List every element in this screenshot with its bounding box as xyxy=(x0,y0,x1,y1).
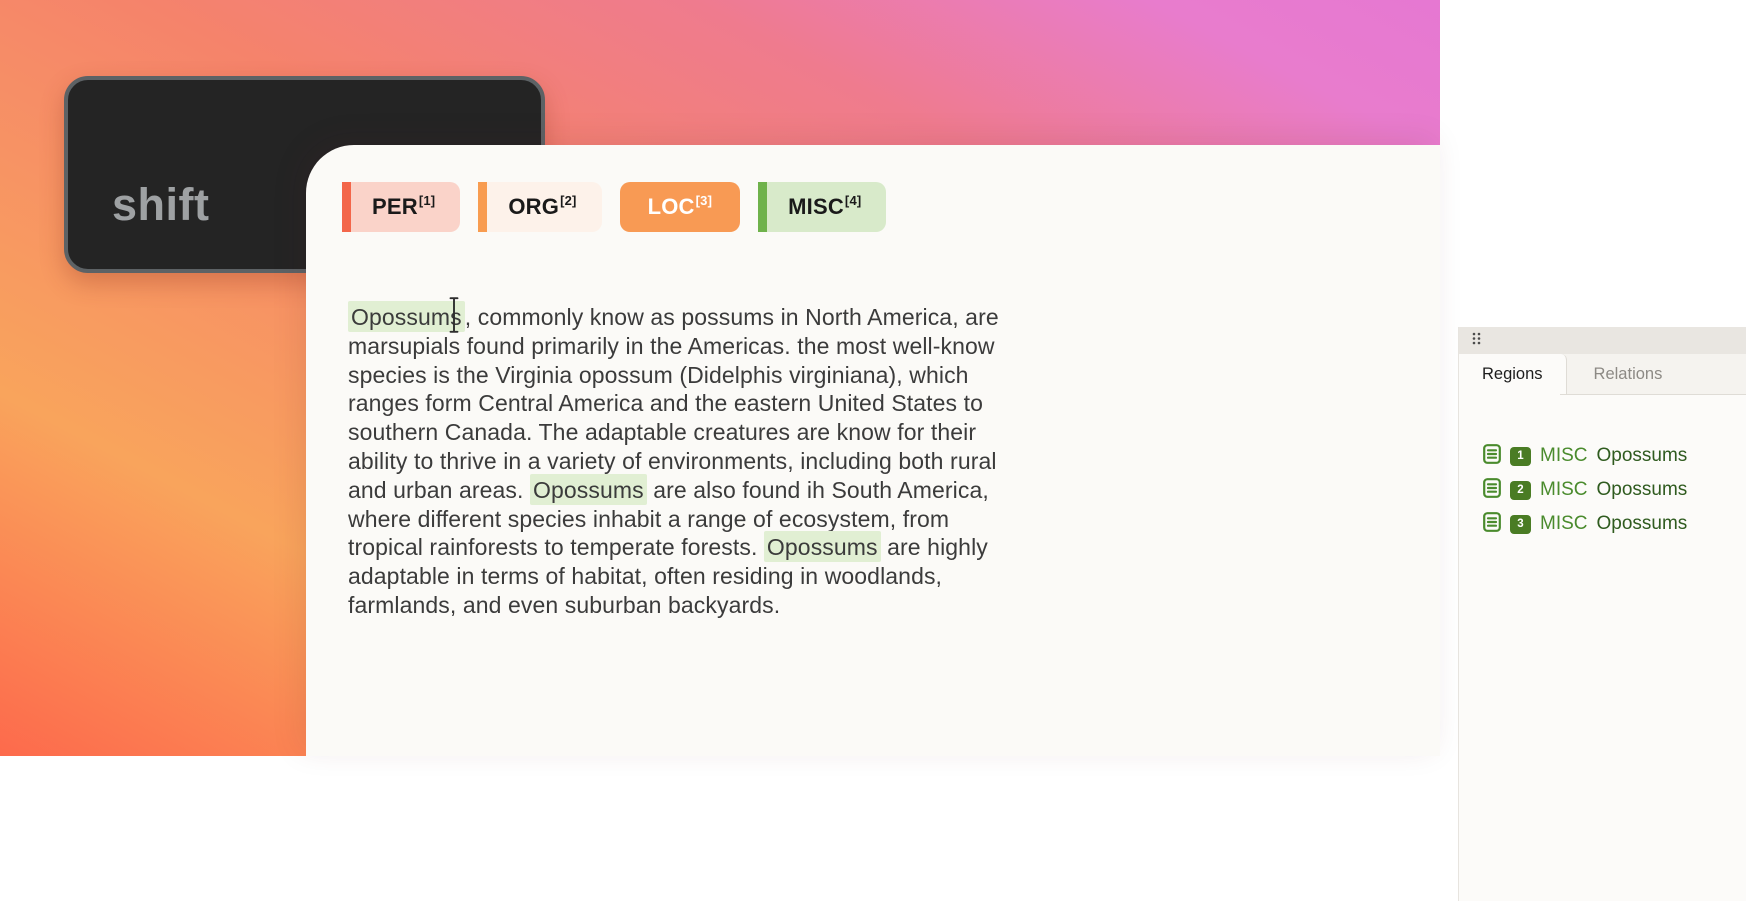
text-segment: marsupials found primarily in the Americas. the most well-know xyxy=(348,332,995,359)
label-hotkey: [2] xyxy=(560,192,577,208)
label-color-strip xyxy=(758,182,767,232)
text-line xyxy=(348,332,1118,361)
text-line xyxy=(348,505,1118,534)
text-cursor-icon xyxy=(447,296,461,340)
label-hotkey: [3] xyxy=(695,192,713,208)
label-color-strip xyxy=(342,182,351,232)
region-text: Opossums xyxy=(1596,479,1688,500)
text-line xyxy=(348,562,1118,591)
text-line xyxy=(348,476,1118,505)
label-button-per[interactable] xyxy=(342,182,460,232)
label-button-org[interactable] xyxy=(478,182,601,232)
regions-list xyxy=(1459,395,1746,541)
region-index-badge: 2 xyxy=(1510,481,1531,500)
details-panel xyxy=(1458,327,1746,901)
label-buttons xyxy=(342,182,886,232)
document-text[interactable] xyxy=(348,303,1118,620)
text-segment: are highly xyxy=(880,534,988,561)
label-name: PER [1] xyxy=(372,192,436,219)
region-text: Opossums xyxy=(1596,513,1688,534)
annotation-card xyxy=(306,145,1688,756)
text-region-icon xyxy=(1483,512,1501,537)
label-hotkey: [4] xyxy=(844,192,862,208)
region-label: MISC xyxy=(1540,513,1588,534)
label-name: LOC [3] xyxy=(647,192,713,219)
region-text: Opossums xyxy=(1596,445,1688,466)
text-segment: where different species inhabit a range of ecosystem, from xyxy=(348,505,950,532)
text-segment: ranges form Central America and the eastern United States to xyxy=(348,390,983,417)
shift-key-label: shift xyxy=(112,179,210,230)
drag-handle-icon[interactable] xyxy=(1472,332,1481,350)
text-segment: farmlands, and even suburban backyards. xyxy=(348,591,781,618)
tab-regions[interactable]: Regions xyxy=(1459,354,1567,395)
region-row[interactable] xyxy=(1483,473,1746,507)
region-label: MISC xyxy=(1540,445,1588,466)
text-line xyxy=(348,418,1118,447)
label-button-loc[interactable] xyxy=(620,182,741,232)
entity-highlight[interactable]: Opossums xyxy=(530,474,647,505)
text-line xyxy=(348,533,1118,562)
text-segment: , commonly know as possums in North America, are xyxy=(464,304,999,330)
text-line xyxy=(348,389,1118,418)
region-row[interactable] xyxy=(1483,507,1746,541)
region-label: MISC xyxy=(1540,479,1588,500)
text-segment: are also found ih South America, xyxy=(646,476,989,503)
region-index-badge: 3 xyxy=(1510,515,1531,534)
text-region-icon xyxy=(1483,478,1501,503)
panel-tabs xyxy=(1459,354,1746,395)
label-button-misc[interactable] xyxy=(758,182,886,232)
entity-highlight[interactable]: Opossums xyxy=(764,531,881,562)
text-segment: southern Canada. The adaptable creatures are know for their xyxy=(348,419,977,446)
text-line xyxy=(348,447,1118,476)
label-hotkey: [1] xyxy=(418,192,436,208)
text-line xyxy=(348,361,1118,390)
text-segment: ability to thrive in a variety of environments, including both rural xyxy=(348,447,997,474)
text-segment: species is the Virginia opossum (Didelphis virginiana), which xyxy=(348,361,969,388)
text-segment: tropical rainforests to temperate forests. xyxy=(348,534,764,561)
label-name: ORG [2] xyxy=(508,192,577,219)
panel-header xyxy=(1459,327,1746,354)
text-line xyxy=(348,303,1118,332)
label-color-strip xyxy=(478,182,487,232)
region-row[interactable] xyxy=(1483,439,1746,473)
region-index-badge: 1 xyxy=(1510,447,1531,466)
entity-highlight[interactable]: Opossums xyxy=(348,301,465,332)
text-segment: adaptable in terms of habitat, often residing in woodlands, xyxy=(348,563,943,590)
label-name: MISC [4] xyxy=(788,192,862,219)
text-line xyxy=(348,591,1118,620)
text-region-icon xyxy=(1483,444,1501,469)
text-segment: and urban areas. xyxy=(348,476,530,503)
tab-relations[interactable]: Relations xyxy=(1593,365,1663,383)
tab-underline xyxy=(1560,394,1746,395)
